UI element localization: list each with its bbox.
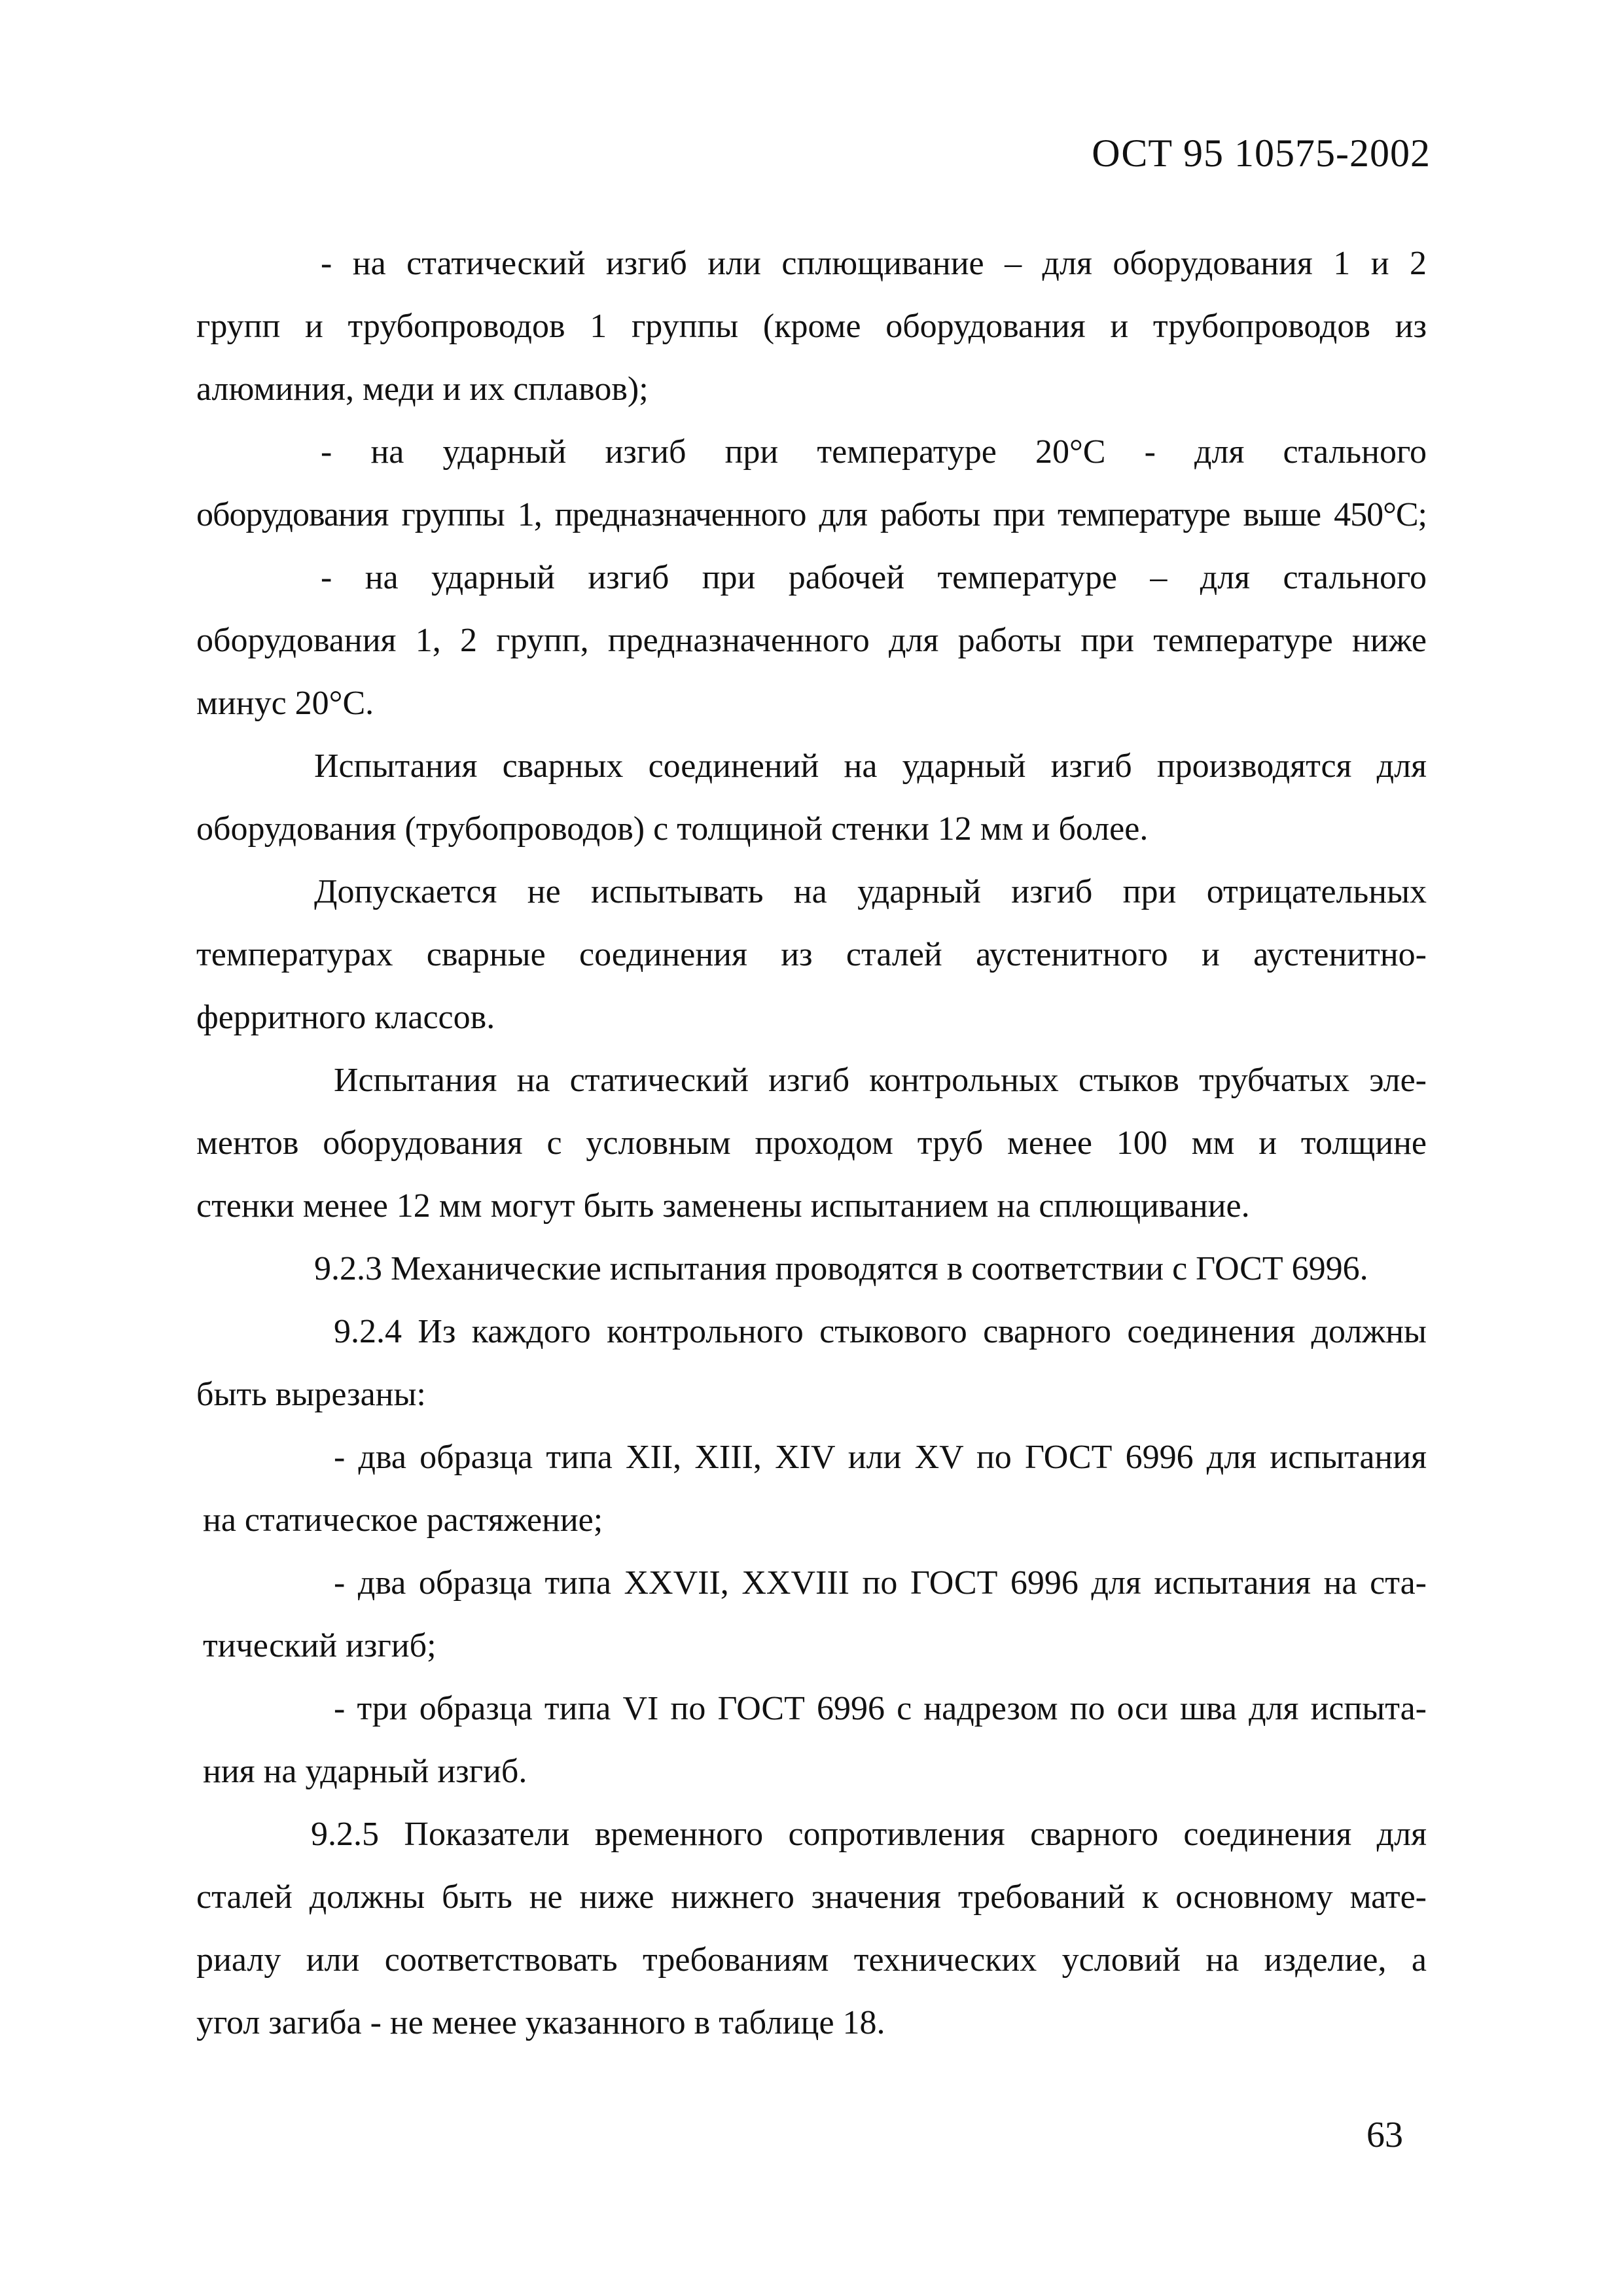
text-line: 9.2.5 Показатели временного сопротивления сварного соединения для bbox=[311, 1816, 1427, 1853]
text-line: оборудования группы 1, предназначенного для работы при температуре выше 450°С; bbox=[196, 496, 1427, 533]
text-line: 9.2.4 Из каждого контрольного стыкового сварного соединения должны bbox=[334, 1313, 1427, 1350]
text-line: - на статический изгиб или сплющивание – для оборудования 1 и 2 bbox=[321, 245, 1427, 282]
body-text bbox=[196, 232, 1427, 2054]
text-line: оборудования 1, 2 групп, предназначенного для работы при температуре ниже bbox=[196, 622, 1427, 659]
text-line: ния на ударный изгиб. bbox=[203, 1753, 527, 1790]
text-line: ферритного классов. bbox=[196, 999, 495, 1036]
text-line: Испытания сварных соединений на ударный изгиб производятся для bbox=[314, 747, 1427, 785]
page-number: 63 bbox=[1366, 2115, 1403, 2155]
text-line: оборудования (трубопроводов) с толщиной стенки 12 мм и более. bbox=[196, 810, 1149, 848]
text-line: - на ударный изгиб при температуре 20°С - для стального bbox=[321, 433, 1427, 471]
document-code: ОСТ 95 10575-2002 bbox=[1092, 132, 1431, 175]
text-line: Испытания на статический изгиб контрольных стыков трубчатых эле- bbox=[334, 1062, 1427, 1099]
text-line: - два образца типа XII, XIII, XIV или XV по ГОСТ 6996 для испытания bbox=[334, 1439, 1427, 1476]
text-line: минус 20°С. bbox=[196, 685, 374, 722]
text-line: - на ударный изгиб при рабочей температуре – для стального bbox=[321, 559, 1427, 596]
text-line: Допускается не испытывать на ударный изгиб при отрицательных bbox=[314, 873, 1427, 910]
text-line: на статическое растяжение; bbox=[203, 1501, 603, 1539]
text-line: - два образца типа XXVII, XXVIII по ГОСТ 6996 для испытания на ста- bbox=[334, 1564, 1427, 1602]
text-line: алюминия, меди и их сплавов); bbox=[196, 370, 649, 408]
text-line: угол загиба - не менее указанного в таблице 18. bbox=[196, 2004, 885, 2041]
text-line: сталей должны быть не ниже нижнего значения требований к основному мате- bbox=[196, 1878, 1427, 1916]
text-line: быть вырезаны: bbox=[196, 1376, 426, 1413]
text-line: риалу или соответствовать требованиям технических условий на изделие, а bbox=[196, 1941, 1427, 1979]
text-line: ментов оборудования с условным проходом труб менее 100 мм и толщине bbox=[196, 1124, 1427, 1162]
text-line: температурах сварные соединения из сталей аустенитного и аустенитно- bbox=[196, 936, 1427, 973]
text-line: 9.2.3 Механические испытания проводятся в соответствии с ГОСТ 6996. bbox=[314, 1250, 1368, 1287]
text-line: тический изгиб; bbox=[203, 1627, 437, 1664]
text-line: стенки менее 12 мм могут быть заменены испытанием на сплющивание. bbox=[196, 1187, 1250, 1225]
text-line: групп и трубопроводов 1 группы (кроме оборудования и трубопроводов из bbox=[196, 308, 1427, 345]
text-line: - три образца типа VI по ГОСТ 6996 с надрезом по оси шва для испыта- bbox=[334, 1690, 1427, 1727]
